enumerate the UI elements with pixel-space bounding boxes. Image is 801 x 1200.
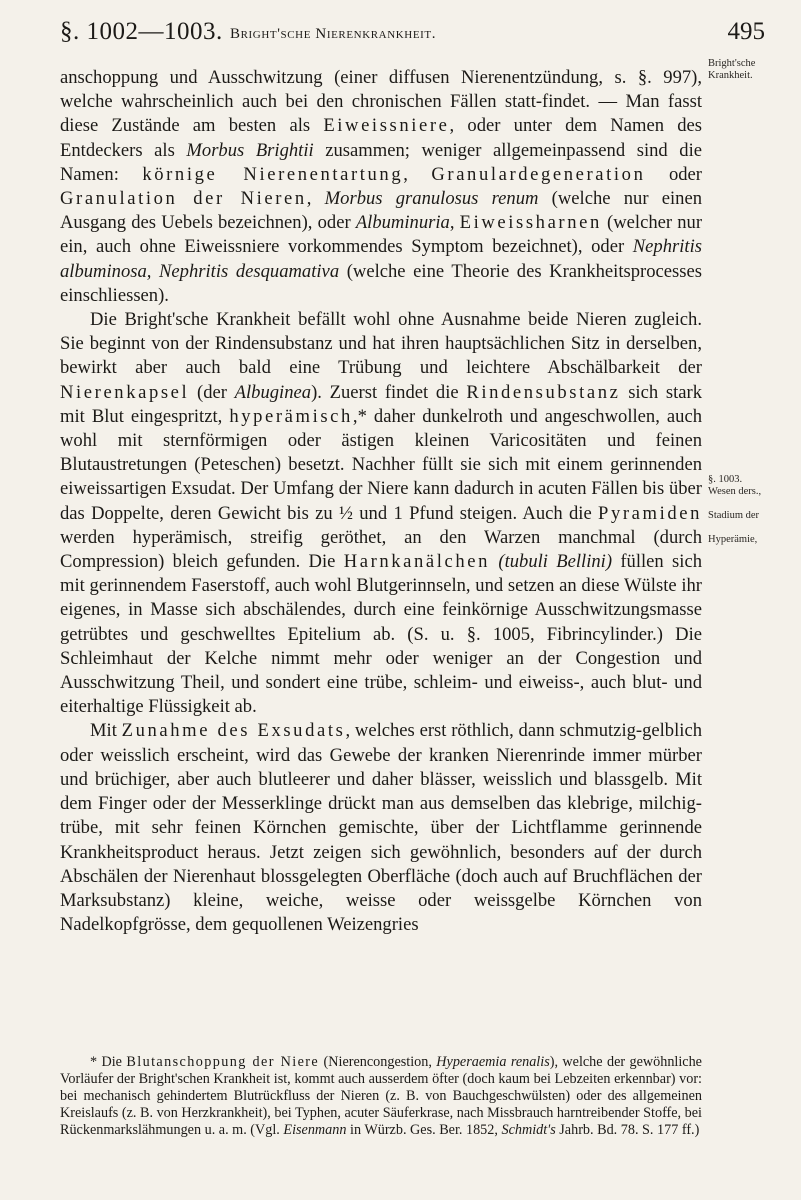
page-number: 495 — [727, 18, 765, 45]
margin-note-wesen: Wesen ders., — [708, 486, 762, 497]
margin-note-krankheit: Krankheit. — [708, 70, 753, 81]
running-header — [60, 18, 765, 52]
footnote: * Die Blutanschoppung der Niere (Nierencongestion, Hyperaemia renalis), welche der gewöhnliche Vorläufer der Bright'schen Krankheit ist, kommt auch ausserdem öfter (doch kaum bei Lebzeiten erkennbar) vor: bei mechanisch gehindertem Blutrückfluss der Nieren (z. B. von Bauchgeschwülsten) oder des allgemeinen Kreislaufs (z. B. von Herzkrankheit), bei Typhen, acuter Säuferkrase, nach Missbrauch harntreibender Stoffe, bei Rückenmarkslähmungen u. a. m. (Vgl. Eisenmann in Würzb. Ges. Ber. 1852, Schmidt's Jahrb. Bd. 78. S. 177 ff.) — [60, 1054, 702, 1138]
header-title: Bright'sche Nierenkrankheit. — [230, 26, 437, 42]
paragraph-1: anschoppung und Ausschwitzung (einer diffusen Nierenentzündung, s. §. 997), welche wahrscheinlich auch bei den chronischen Fällen statt-findet. — Man fasst diese Zustände am besten als Eiweissniere, oder unter dem Namen des Entdeckers als Morbus Brightii zusammen; weniger allgemeinpassend sind die Namen: körnige Nierenentartung, Granulardegeneration oder Granulation der Nieren, Morbus granulosus renum (welche nur einen Ausgang des Uebels bezeichnen), oder Albuminuria, Eiweissharnen (welcher nur ein, auch ohne Eiweissniere vorkommendes Symptom bezeichnet), oder Nephritis albuminosa, Nephritis desquamativa (welche eine Theorie des Krankheitsprocesses einschliessen). — [60, 67, 703, 306]
main-text — [60, 66, 702, 937]
header-section-number: §. 1002—1003. — [60, 18, 223, 45]
paragraph-3: Mit Zunahme des Exsudats, welches erst röthlich, dann schmutzig-gelblich oder weisslich erscheint, wird das Gewebe der kranken Nierenrinde immer mürber und brüchiger, aber auch blutleerer und daher blässer, weisslich und blassgelb. Mit dem Finger oder der Messerklinge drückt man aus demselben das klebrige, milchig-trübe, mit sehr feinen Körnchen gemischte, über der Lichtflamme gerinnende Krankheitsproduct heraus. Jetzt zeigen sich gewöhnlich, besonders auf der durch Abschälen der Nierenhaut blossgelegten Oberfläche (doch auch auf Bruchflächen der Marksubstanz) kleine, weiche, weisse oder weissgelbe Körnchen von Nadelkopfgrösse, dem gequollenen Weizengries — [60, 720, 702, 936]
margin-note-section-1003: §. 1003. — [708, 474, 743, 485]
margin-note-stadium: Stadium der — [708, 510, 760, 521]
margin-note-hyperaemie: Hyperämie, — [708, 534, 758, 545]
paragraph-2: Die Bright'sche Krankheit befällt wohl ohne Ausnahme beide Nieren zugleich. Sie beginnt von der Rindensubstanz und hat ihren hauptsächlichen Sitz in derselben, bewirkt aber auch bald eine Trübung und leichtere Abschälbarkeit der Nierenkapsel (der Albuginea). Zuerst findet die Rindensubstanz sich stark mit Blut eingespritzt, hyperämisch,* daher dunkelroth und angeschwollen, auch wohl mit sternförmigen oder ästigen kleinen Varicositäten und feinen Blutaustretungen (Peteschen) besetzt. Nachher füllt sie sich mit einem gerinnenden eiweissartigen Exsudat. Der Umfang der Niere kann dadurch in acuten Fällen bis über das Doppelte, deren Gewicht bis zu ½ und 1 Pfund steigen. Auch die Pyramiden werden hyperämisch, streifig geröthet, an den Warzen manchmal (durch Compression) bleich gefunden. Die Harnkanälchen (tubuli Bellini) füllen sich mit gerinnendem Faserstoff, auch wohl Blutgerinnseln, und setzen an diese Wülste ihr eigenes, in Masse sich abschälendes, durch eine feinkörnige Ausschwitzungsmasse getrübtes und geschwelltes Epitelium ab. (S. u. §. 1005, Fibrincylinder.) Die Schleimhaut der Kelche nimmt mehr oder weniger an der Congestion und Ausschwitzung Theil, und sondert eine trübe, schleim- und eiweiss-, auch blut- und eiterhaltige Flüssigkeit ab. — [60, 309, 703, 718]
margin-note-brightsche: Bright'sche — [708, 58, 756, 69]
